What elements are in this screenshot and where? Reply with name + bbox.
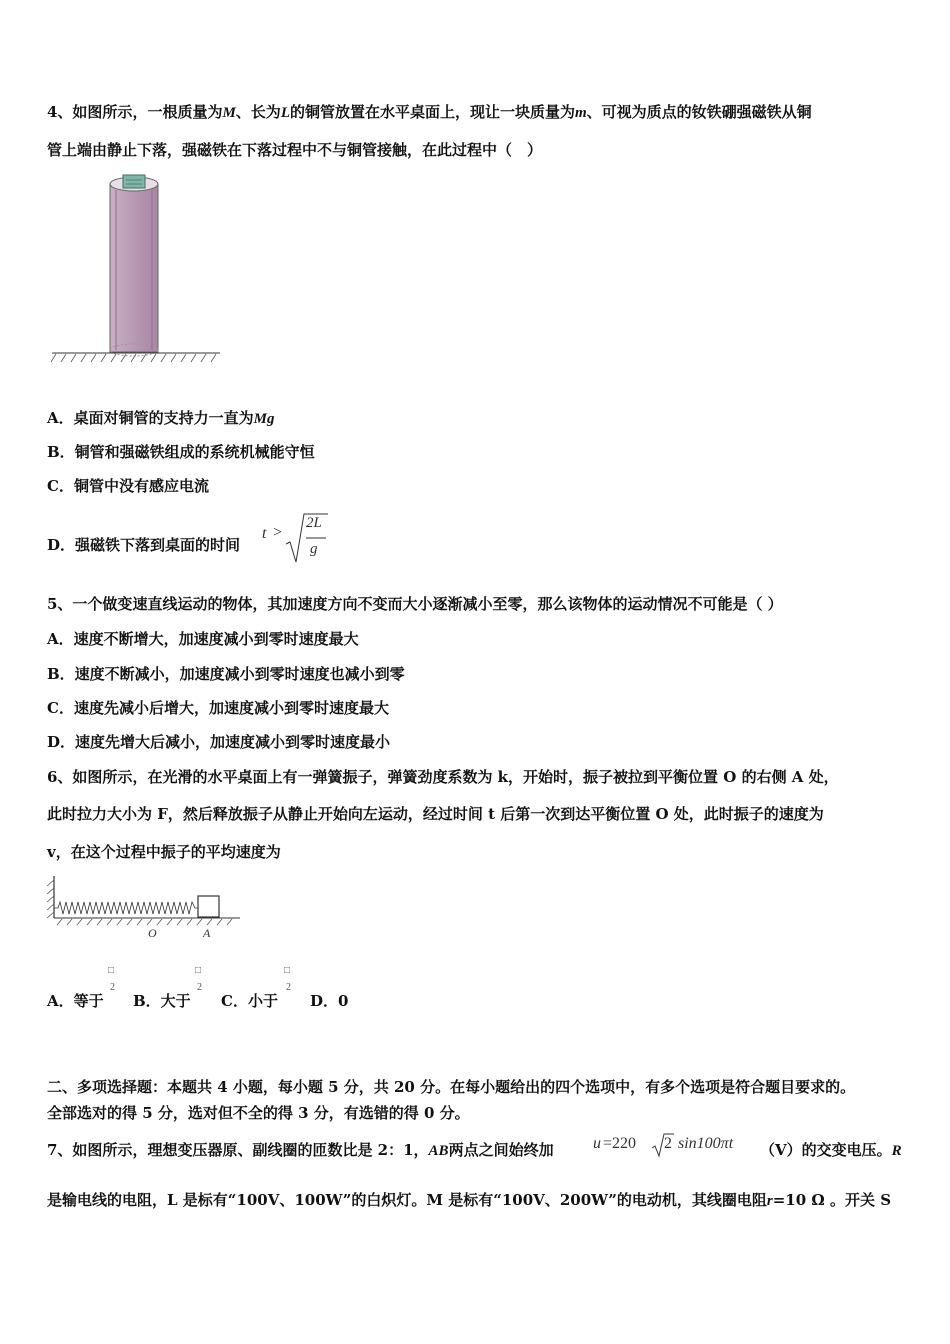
q7-text-part: =10 Ω 。开关 S: [772, 1191, 892, 1209]
formula-coef: =220: [603, 1135, 637, 1152]
q4-symbol-m: m: [575, 105, 587, 121]
q6-option-c[interactable]: C．小于: [221, 992, 278, 1010]
tube-body: [110, 184, 158, 352]
q6-option-c-frac-num: □: [284, 965, 291, 976]
q4-text-part: 、可视为质点的钕铁硼强磁铁从铜: [586, 103, 812, 121]
q7-stem-line1: [47, 1141, 554, 1160]
q6-option-d[interactable]: D．0: [310, 992, 349, 1010]
label-O: O: [148, 926, 157, 940]
q6-option-a-frac-den: 2: [110, 982, 115, 993]
q4-option-d[interactable]: D．强磁铁下落到桌面的时间: [47, 536, 241, 554]
q7-symbol-AB: AB: [428, 1143, 449, 1159]
q7-text-part: 7、如图所示，理想变压器原、副线圈的匝数比是 2：1，: [47, 1141, 429, 1159]
q6-option-b-frac-num: □: [195, 965, 202, 976]
q6-stem-line3: v，在这个过程中振子的平均速度为: [47, 843, 281, 861]
formula-t: t: [262, 525, 267, 542]
q4-option-d-formula: [262, 510, 332, 566]
copper-tube-figure: [50, 172, 225, 370]
q4-text-part: 4、如图所示，一根质量为: [47, 103, 223, 121]
q6-stem-line1: 6、如图所示，在光滑的水平桌面上有一弹簧振子，弹簧劲度系数为 k，开始时，振子被拉到平衡位置 O 的右侧 A 处，: [47, 768, 839, 786]
q4-option-b[interactable]: B．铜管和强磁铁组成的系统机械能守恒: [47, 443, 315, 461]
q6-option-b[interactable]: B．大于: [133, 992, 191, 1010]
q6-option-a-frac-num: □: [108, 965, 115, 976]
q4-option-a-text: A．桌面对铜管的支持力一直为: [47, 409, 254, 427]
formula-u: u: [593, 1135, 601, 1152]
q4-option-a[interactable]: [47, 409, 274, 428]
q4-text-part: 的铜管放置在水平桌面上，现让一块质量为: [289, 103, 575, 121]
q7-text-part: 是输电线的电阻，L 是标有“100V、100W”的白炽灯。M 是标有“100V、200W”的电动机，其线圈电阻: [47, 1191, 767, 1209]
q4-option-c[interactable]: C．铜管中没有感应电流: [47, 477, 209, 495]
q4-option-a-math: Mg: [253, 411, 275, 427]
q5-option-b[interactable]: B．速度不断减小，加速度减小到零时速度也减小到零: [47, 665, 405, 683]
section2-heading-line1: 二、多项选择题：本题共 4 小题，每小题 5 分，共 20 分。在每小题给出的四个选项中，有多个选项是符合题目要求的。: [47, 1078, 856, 1096]
q5-stem: 5、一个做变速直线运动的物体，其加速度方向不变而大小逐渐减小至零，那么该物体的运动情况不可能是（ ）: [47, 595, 783, 613]
magnet: [123, 175, 145, 188]
q7-text-part: （V）的交变电压。: [760, 1141, 892, 1159]
q6-stem-line2: 此时拉力大小为 F，然后释放振子从静止开始向左运动，经过时间 t 后第一次到达平衡位置 O 处，此时振子的速度为: [47, 805, 824, 823]
q4-symbol-L: L: [280, 105, 290, 121]
q6-option-b-frac-den: 2: [197, 982, 202, 993]
q5-option-c[interactable]: C．速度先减小后增大，加速度减小到零时速度最大: [47, 699, 389, 717]
q7-text-part: 两点之间始终加: [448, 1141, 554, 1159]
section2-heading-line2: 全部选对的得 5 分，选对但不全的得 3 分，有选错的得 0 分。: [47, 1104, 470, 1122]
q4-stem-line2: 管上端由静止下落，强磁铁在下落过程中不与铜管接触，在此过程中（ ）: [47, 141, 543, 159]
q6-option-c-frac-den: 2: [286, 982, 291, 993]
q7-stem-line2: [47, 1191, 891, 1210]
q7-symbol-r: r: [766, 1193, 773, 1209]
q5-option-d[interactable]: D．速度先增大后减小，加速度减小到零时速度最小: [47, 733, 391, 751]
q4-symbol-M: M: [222, 105, 236, 121]
q4-stem-line1: [47, 103, 812, 122]
formula-denominator: g: [310, 541, 318, 557]
formula-numerator: 2L: [306, 515, 322, 531]
formula-sqrt-arg: 2: [664, 1135, 672, 1152]
q7-stem-line1-end: [760, 1141, 902, 1160]
q7-voltage-formula: [593, 1132, 753, 1158]
formula-sine: sin100πt: [678, 1135, 734, 1152]
spring: [54, 902, 198, 914]
q6-option-a[interactable]: A．等于: [47, 992, 104, 1010]
label-A: A: [203, 926, 211, 940]
formula-gt: >: [273, 524, 283, 541]
spring-oscillator-figure: [42, 872, 247, 942]
oscillator-block: [198, 896, 219, 917]
q4-text-part: 、长为: [235, 103, 281, 121]
q7-symbol-R: R: [891, 1143, 902, 1159]
q5-option-a[interactable]: A．速度不断增大，加速度减小到零时速度最大: [47, 630, 359, 648]
